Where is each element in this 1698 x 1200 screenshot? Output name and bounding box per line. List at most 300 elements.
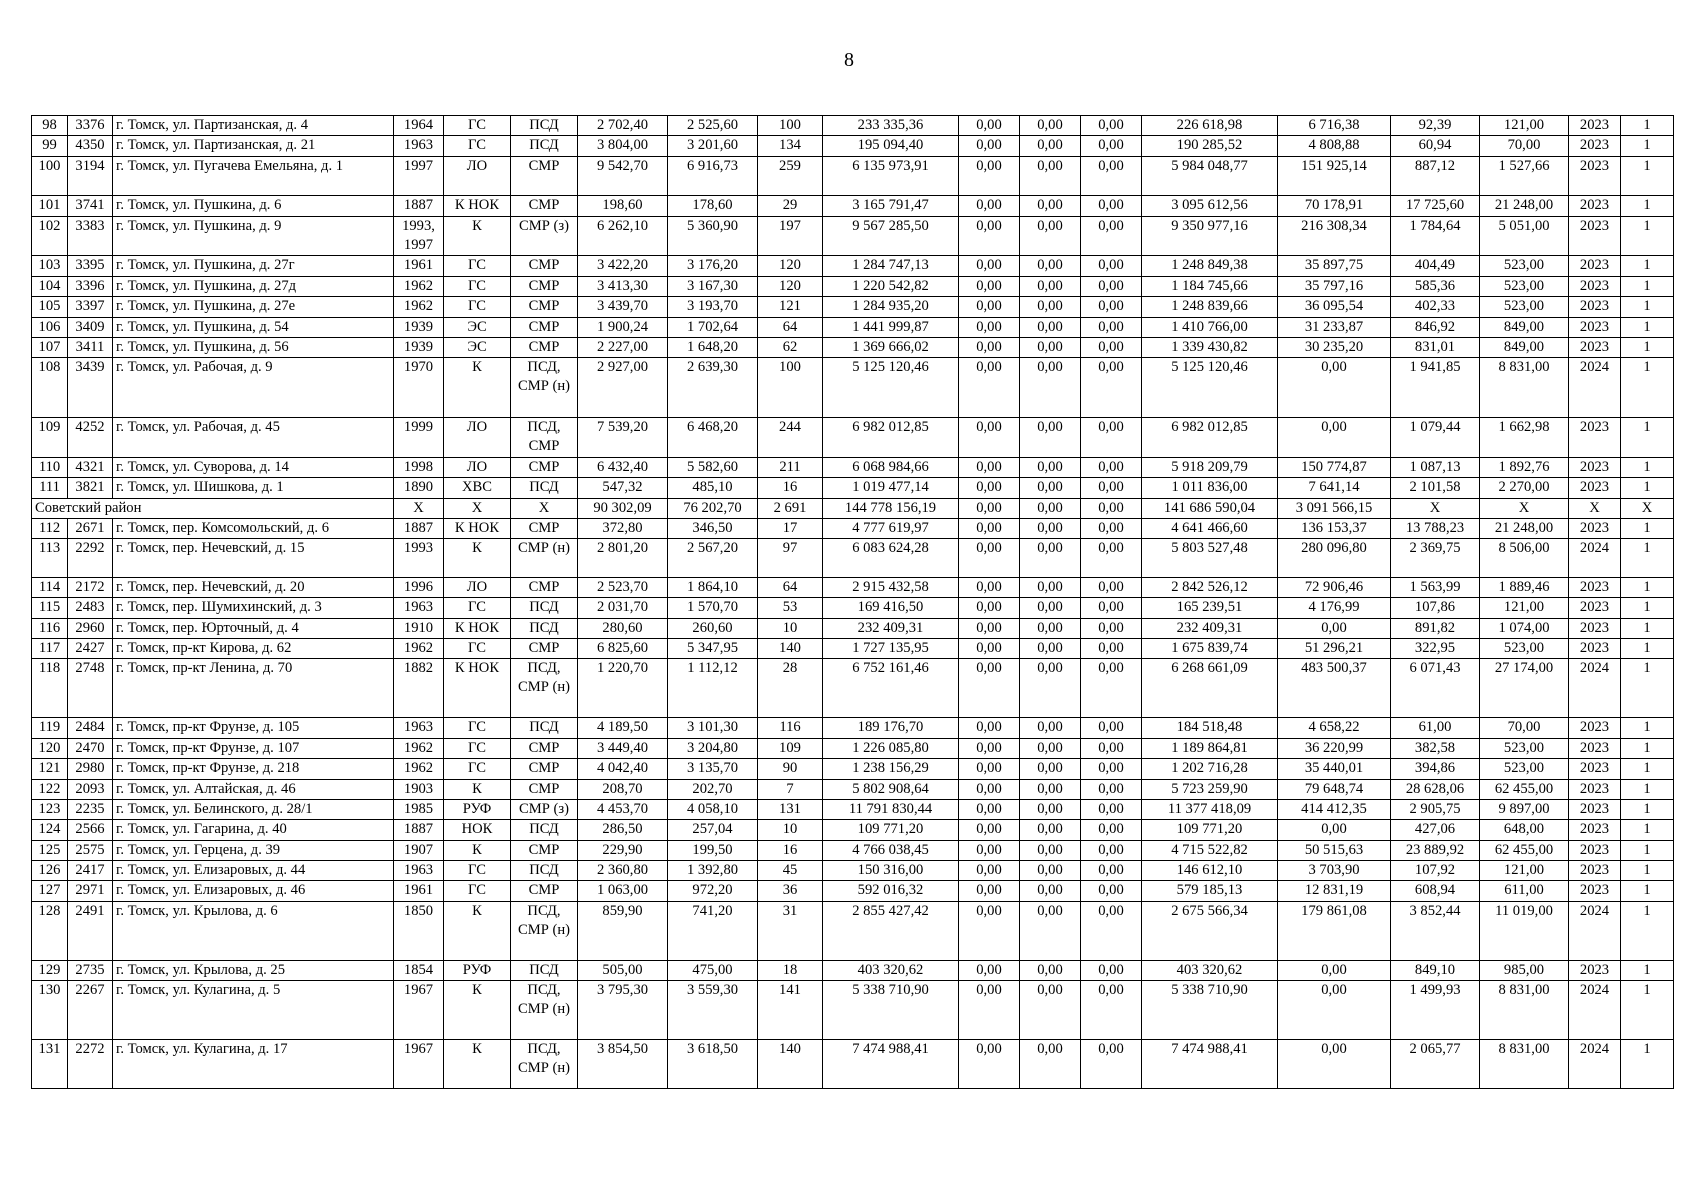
- work-type-cell: СМР: [511, 337, 578, 357]
- work-type-cell: СМР (н): [511, 539, 578, 578]
- house-code-cell: 3376: [68, 116, 113, 136]
- object-type-cell: РУФ: [444, 799, 511, 819]
- unit-cost-cell: Х: [1391, 498, 1480, 518]
- cost-col-1-cell: 0,00: [959, 860, 1020, 880]
- residents-cell: 36: [758, 881, 823, 901]
- cost-col-2-cell: 0,00: [1020, 297, 1081, 317]
- stage-cell: 1: [1621, 337, 1674, 357]
- stage-cell: 1: [1621, 156, 1674, 196]
- living-area-cell: 6 916,73: [668, 156, 758, 196]
- work-type-cell: ПСД: [511, 860, 578, 880]
- object-type-cell: ГС: [444, 116, 511, 136]
- total-cost-cell: 6 083 624,28: [823, 539, 959, 578]
- plan-year-cell: 2023: [1569, 276, 1621, 296]
- row-number-cell: 105: [32, 297, 68, 317]
- owner-cost-cell: 72 906,46: [1278, 578, 1391, 598]
- cost-col-3-cell: 0,00: [1081, 418, 1142, 458]
- work-type-cell: ПСД, СМР (н): [511, 981, 578, 1040]
- row-number-cell: 115: [32, 598, 68, 618]
- living-area-cell: 76 202,70: [668, 498, 758, 518]
- owner-cost-cell: 51 296,21: [1278, 639, 1391, 659]
- cost-col-1-cell: 0,00: [959, 136, 1020, 156]
- fund-cost-cell: 1 248 839,66: [1142, 297, 1278, 317]
- residents-cell: 211: [758, 457, 823, 477]
- living-area-cell: 6 468,20: [668, 418, 758, 458]
- cost-col-2-cell: 0,00: [1020, 840, 1081, 860]
- object-type-cell: К: [444, 840, 511, 860]
- address-cell: г. Томск, ул. Шишкова, д. 1: [113, 478, 394, 498]
- living-area-cell: 178,60: [668, 196, 758, 216]
- address-cell: г. Томск, пер. Юрточный, д. 4: [113, 618, 394, 638]
- cost-col-2-cell: 0,00: [1020, 358, 1081, 418]
- living-area-cell: 202,70: [668, 779, 758, 799]
- work-type-cell: СМР: [511, 256, 578, 276]
- owner-cost-cell: 70 178,91: [1278, 196, 1391, 216]
- total-area-cell: 4 189,50: [578, 718, 668, 738]
- row-number-cell: 119: [32, 718, 68, 738]
- total-area-cell: 547,32: [578, 478, 668, 498]
- cost-col-2-cell: 0,00: [1020, 116, 1081, 136]
- work-type-cell: СМР: [511, 457, 578, 477]
- year-built-cell: 1963: [394, 598, 444, 618]
- owner-cost-cell: 31 233,87: [1278, 317, 1391, 337]
- total-area-cell: 3 795,30: [578, 981, 668, 1040]
- house-code-cell: 2172: [68, 578, 113, 598]
- year-built-cell: 1985: [394, 799, 444, 819]
- object-type-cell: ЛО: [444, 578, 511, 598]
- house-code-cell: 3409: [68, 317, 113, 337]
- unit-cost-cell: 13 788,23: [1391, 519, 1480, 539]
- house-code-cell: 3741: [68, 196, 113, 216]
- owner-cost-cell: 4 808,88: [1278, 136, 1391, 156]
- house-code-cell: 2235: [68, 799, 113, 819]
- year-built-cell: 1970: [394, 358, 444, 418]
- house-code-cell: 2671: [68, 519, 113, 539]
- work-type-cell: ПСД: [511, 618, 578, 638]
- cost-col-2-cell: 0,00: [1020, 539, 1081, 578]
- unit-cost-limit-cell: 8 831,00: [1480, 981, 1569, 1040]
- year-built-cell: 1967: [394, 1040, 444, 1089]
- cost-col-3-cell: 0,00: [1081, 297, 1142, 317]
- unit-cost-limit-cell: 648,00: [1480, 820, 1569, 840]
- row-number-cell: 114: [32, 578, 68, 598]
- table-row: [32, 598, 1674, 618]
- stage-cell: 1: [1621, 598, 1674, 618]
- fund-cost-cell: 146 612,10: [1142, 860, 1278, 880]
- unit-cost-limit-cell: 611,00: [1480, 881, 1569, 901]
- living-area-cell: 2 639,30: [668, 358, 758, 418]
- fund-cost-cell: 6 982 012,85: [1142, 418, 1278, 458]
- object-type-cell: К: [444, 358, 511, 418]
- cost-col-2-cell: 0,00: [1020, 981, 1081, 1040]
- work-type-cell: СМР: [511, 297, 578, 317]
- cost-col-1-cell: 0,00: [959, 478, 1020, 498]
- total-area-cell: 2 702,40: [578, 116, 668, 136]
- cost-col-2-cell: 0,00: [1020, 1040, 1081, 1089]
- unit-cost-limit-cell: 523,00: [1480, 297, 1569, 317]
- work-type-cell: ПСД: [511, 136, 578, 156]
- cost-col-3-cell: 0,00: [1081, 457, 1142, 477]
- total-cost-cell: 144 778 156,19: [823, 498, 959, 518]
- total-cost-cell: 150 316,00: [823, 860, 959, 880]
- cost-col-3-cell: 0,00: [1081, 860, 1142, 880]
- total-cost-cell: 9 567 285,50: [823, 216, 959, 256]
- owner-cost-cell: 3 091 566,15: [1278, 498, 1391, 518]
- cost-col-1-cell: 0,00: [959, 659, 1020, 718]
- plan-year-cell: 2023: [1569, 216, 1621, 256]
- cost-col-1-cell: 0,00: [959, 738, 1020, 758]
- work-type-cell: СМР: [511, 196, 578, 216]
- residents-cell: 140: [758, 639, 823, 659]
- object-type-cell: НОК: [444, 820, 511, 840]
- living-area-cell: 741,20: [668, 901, 758, 960]
- residents-cell: 16: [758, 478, 823, 498]
- cost-col-3-cell: 0,00: [1081, 659, 1142, 718]
- year-built-cell: 1961: [394, 881, 444, 901]
- address-cell: г. Томск, ул. Пушкина, д. 9: [113, 216, 394, 256]
- work-type-cell: СМР: [511, 519, 578, 539]
- residents-cell: 131: [758, 799, 823, 819]
- row-number-cell: 121: [32, 759, 68, 779]
- year-built-cell: 1963: [394, 136, 444, 156]
- cost-col-2-cell: 0,00: [1020, 779, 1081, 799]
- house-code-cell: 2292: [68, 539, 113, 578]
- unit-cost-limit-cell: 121,00: [1480, 598, 1569, 618]
- unit-cost-cell: 60,94: [1391, 136, 1480, 156]
- total-area-cell: 198,60: [578, 196, 668, 216]
- total-cost-cell: 2 855 427,42: [823, 901, 959, 960]
- table-row: [32, 418, 1674, 458]
- stage-cell: 1: [1621, 840, 1674, 860]
- total-cost-cell: 1 284 747,13: [823, 256, 959, 276]
- unit-cost-limit-cell: 62 455,00: [1480, 779, 1569, 799]
- object-type-cell: ГС: [444, 297, 511, 317]
- unit-cost-limit-cell: 70,00: [1480, 718, 1569, 738]
- fund-cost-cell: 5 723 259,90: [1142, 779, 1278, 799]
- unit-cost-cell: 846,92: [1391, 317, 1480, 337]
- cost-col-1-cell: 0,00: [959, 820, 1020, 840]
- stage-cell: 1: [1621, 799, 1674, 819]
- unit-cost-limit-cell: 70,00: [1480, 136, 1569, 156]
- year-built-cell: 1907: [394, 840, 444, 860]
- cost-col-1-cell: 0,00: [959, 639, 1020, 659]
- total-area-cell: 505,00: [578, 960, 668, 980]
- cost-col-3-cell: 0,00: [1081, 196, 1142, 216]
- stage-cell: 1: [1621, 779, 1674, 799]
- residents-cell: 259: [758, 156, 823, 196]
- year-built-cell: 1962: [394, 759, 444, 779]
- residents-cell: 18: [758, 960, 823, 980]
- unit-cost-limit-cell: 523,00: [1480, 738, 1569, 758]
- owner-cost-cell: 79 648,74: [1278, 779, 1391, 799]
- stage-cell: 1: [1621, 276, 1674, 296]
- cost-col-1-cell: 0,00: [959, 418, 1020, 458]
- house-code-cell: 2960: [68, 618, 113, 638]
- plan-year-cell: 2023: [1569, 478, 1621, 498]
- fund-cost-cell: 1 184 745,66: [1142, 276, 1278, 296]
- unit-cost-cell: 17 725,60: [1391, 196, 1480, 216]
- object-type-cell: ГС: [444, 256, 511, 276]
- table-row: [32, 358, 1674, 418]
- work-type-cell: ПСД: [511, 960, 578, 980]
- living-area-cell: 475,00: [668, 960, 758, 980]
- total-cost-cell: 233 335,36: [823, 116, 959, 136]
- fund-cost-cell: 190 285,52: [1142, 136, 1278, 156]
- work-type-cell: ПСД: [511, 718, 578, 738]
- table-row: [32, 799, 1674, 819]
- owner-cost-cell: 6 716,38: [1278, 116, 1391, 136]
- house-code-cell: 2093: [68, 779, 113, 799]
- address-cell: г. Томск, ул. Партизанская, д. 21: [113, 136, 394, 156]
- residents-cell: 100: [758, 116, 823, 136]
- unit-cost-cell: 107,92: [1391, 860, 1480, 880]
- cost-col-1-cell: 0,00: [959, 498, 1020, 518]
- row-number-cell: 98: [32, 116, 68, 136]
- cost-col-2-cell: 0,00: [1020, 820, 1081, 840]
- total-cost-cell: 232 409,31: [823, 618, 959, 638]
- object-type-cell: ГС: [444, 860, 511, 880]
- house-code-cell: 2427: [68, 639, 113, 659]
- stage-cell: 1: [1621, 981, 1674, 1040]
- cost-col-3-cell: 0,00: [1081, 718, 1142, 738]
- residents-cell: 7: [758, 779, 823, 799]
- stage-cell: 1: [1621, 358, 1674, 418]
- total-area-cell: 286,50: [578, 820, 668, 840]
- table-row: [32, 478, 1674, 498]
- district-subtotal-row: [32, 498, 1674, 518]
- work-type-cell: ПСД, СМР: [511, 418, 578, 458]
- living-area-cell: 1 648,20: [668, 337, 758, 357]
- address-cell: г. Томск, пер. Нечевский, д. 20: [113, 578, 394, 598]
- cost-col-1-cell: 0,00: [959, 1040, 1020, 1089]
- unit-cost-limit-cell: 8 506,00: [1480, 539, 1569, 578]
- residents-cell: 45: [758, 860, 823, 880]
- plan-year-cell: 2023: [1569, 156, 1621, 196]
- address-cell: г. Томск, пр-кт Фрунзе, д. 218: [113, 759, 394, 779]
- residents-cell: 16: [758, 840, 823, 860]
- total-cost-cell: 6 982 012,85: [823, 418, 959, 458]
- unit-cost-cell: 585,36: [1391, 276, 1480, 296]
- year-built-cell: 1890: [394, 478, 444, 498]
- unit-cost-limit-cell: 1 892,76: [1480, 457, 1569, 477]
- cost-col-1-cell: 0,00: [959, 598, 1020, 618]
- cost-col-2-cell: 0,00: [1020, 498, 1081, 518]
- owner-cost-cell: 483 500,37: [1278, 659, 1391, 718]
- cost-col-3-cell: 0,00: [1081, 578, 1142, 598]
- cost-col-1-cell: 0,00: [959, 618, 1020, 638]
- row-number-cell: 110: [32, 457, 68, 477]
- unit-cost-cell: 402,33: [1391, 297, 1480, 317]
- work-type-cell: ПСД, СМР (н): [511, 1040, 578, 1089]
- year-built-cell: 1997: [394, 156, 444, 196]
- unit-cost-limit-cell: 849,00: [1480, 337, 1569, 357]
- fund-cost-cell: 232 409,31: [1142, 618, 1278, 638]
- fund-cost-cell: 1 202 716,28: [1142, 759, 1278, 779]
- total-cost-cell: 6 752 161,46: [823, 659, 959, 718]
- stage-cell: 1: [1621, 116, 1674, 136]
- district-name: Советский район: [32, 498, 113, 518]
- fund-cost-cell: 7 474 988,41: [1142, 1040, 1278, 1089]
- residents-cell: 109: [758, 738, 823, 758]
- address-cell: г. Томск, ул. Пугачева Емельяна, д. 1: [113, 156, 394, 196]
- object-type-cell: К: [444, 901, 511, 960]
- fund-cost-cell: 184 518,48: [1142, 718, 1278, 738]
- address-cell: г. Томск, ул. Партизанская, д. 4: [113, 116, 394, 136]
- residents-cell: 100: [758, 358, 823, 418]
- table-body: [32, 116, 1674, 1089]
- cost-col-2-cell: 0,00: [1020, 216, 1081, 256]
- cost-col-2-cell: 0,00: [1020, 618, 1081, 638]
- table-row: [32, 196, 1674, 216]
- cost-col-3-cell: 0,00: [1081, 136, 1142, 156]
- cost-col-1-cell: 0,00: [959, 216, 1020, 256]
- plan-year-cell: 2023: [1569, 297, 1621, 317]
- total-area-cell: 2 031,70: [578, 598, 668, 618]
- plan-year-cell: 2023: [1569, 860, 1621, 880]
- address-cell: г. Томск, ул. Пушкина, д. 56: [113, 337, 394, 357]
- stage-cell: 1: [1621, 136, 1674, 156]
- cost-col-2-cell: 0,00: [1020, 578, 1081, 598]
- year-built-cell: 1939: [394, 317, 444, 337]
- cost-col-1-cell: 0,00: [959, 539, 1020, 578]
- unit-cost-cell: 2 905,75: [1391, 799, 1480, 819]
- table-row: [32, 820, 1674, 840]
- unit-cost-cell: 1 784,64: [1391, 216, 1480, 256]
- year-built-cell: 1903: [394, 779, 444, 799]
- cost-col-2-cell: 0,00: [1020, 799, 1081, 819]
- object-type-cell: ГС: [444, 759, 511, 779]
- owner-cost-cell: 0,00: [1278, 981, 1391, 1040]
- cost-col-3-cell: 0,00: [1081, 216, 1142, 256]
- cost-col-1-cell: 0,00: [959, 116, 1020, 136]
- unit-cost-cell: 1 079,44: [1391, 418, 1480, 458]
- cost-col-3-cell: 0,00: [1081, 960, 1142, 980]
- work-type-cell: СМР: [511, 779, 578, 799]
- cost-col-3-cell: 0,00: [1081, 881, 1142, 901]
- owner-cost-cell: 50 515,63: [1278, 840, 1391, 860]
- total-area-cell: 2 801,20: [578, 539, 668, 578]
- work-type-cell: СМР (з): [511, 799, 578, 819]
- unit-cost-limit-cell: 21 248,00: [1480, 519, 1569, 539]
- house-code-cell: 4252: [68, 418, 113, 458]
- unit-cost-cell: 92,39: [1391, 116, 1480, 136]
- total-cost-cell: 1 284 935,20: [823, 297, 959, 317]
- plan-year-cell: 2024: [1569, 1040, 1621, 1089]
- object-type-cell: ХВС: [444, 478, 511, 498]
- total-area-cell: 3 413,30: [578, 276, 668, 296]
- row-number-cell: 127: [32, 881, 68, 901]
- total-cost-cell: 6 068 984,66: [823, 457, 959, 477]
- house-code-cell: 3397: [68, 297, 113, 317]
- table-row: [32, 256, 1674, 276]
- total-cost-cell: 1 441 999,87: [823, 317, 959, 337]
- unit-cost-limit-cell: 849,00: [1480, 317, 1569, 337]
- stage-cell: 1: [1621, 759, 1674, 779]
- plan-year-cell: 2023: [1569, 519, 1621, 539]
- residents-cell: 141: [758, 981, 823, 1040]
- total-area-cell: 1 063,00: [578, 881, 668, 901]
- address-cell: г. Томск, ул. Елизаровых, д. 44: [113, 860, 394, 880]
- year-built-cell: 1963: [394, 860, 444, 880]
- row-number-cell: 102: [32, 216, 68, 256]
- unit-cost-limit-cell: 121,00: [1480, 860, 1569, 880]
- row-number-cell: 112: [32, 519, 68, 539]
- residents-cell: 90: [758, 759, 823, 779]
- address-cell: г. Томск, ул. Крылова, д. 6: [113, 901, 394, 960]
- unit-cost-limit-cell: 1 662,98: [1480, 418, 1569, 458]
- table-row: [32, 639, 1674, 659]
- residents-cell: 62: [758, 337, 823, 357]
- cost-col-1-cell: 0,00: [959, 337, 1020, 357]
- living-area-cell: 1 864,10: [668, 578, 758, 598]
- cost-col-1-cell: 0,00: [959, 196, 1020, 216]
- work-type-cell: СМР: [511, 639, 578, 659]
- stage-cell: 1: [1621, 478, 1674, 498]
- house-code-cell: 3194: [68, 156, 113, 196]
- total-area-cell: 208,70: [578, 779, 668, 799]
- unit-cost-limit-cell: 1 074,00: [1480, 618, 1569, 638]
- fund-cost-cell: 4 641 466,60: [1142, 519, 1278, 539]
- year-built-cell: 1964: [394, 116, 444, 136]
- stage-cell: 1: [1621, 216, 1674, 256]
- year-built-cell: 1962: [394, 639, 444, 659]
- plan-year-cell: 2023: [1569, 799, 1621, 819]
- table-row: [32, 578, 1674, 598]
- cost-col-1-cell: 0,00: [959, 578, 1020, 598]
- owner-cost-cell: 136 153,37: [1278, 519, 1391, 539]
- year-built-cell: 1887: [394, 196, 444, 216]
- living-area-cell: 4 058,10: [668, 799, 758, 819]
- cost-col-3-cell: 0,00: [1081, 618, 1142, 638]
- stage-cell: 1: [1621, 820, 1674, 840]
- plan-year-cell: 2023: [1569, 418, 1621, 458]
- house-code-cell: 2272: [68, 1040, 113, 1089]
- fund-cost-cell: 9 350 977,16: [1142, 216, 1278, 256]
- row-number-cell: 99: [32, 136, 68, 156]
- total-area-cell: 859,90: [578, 901, 668, 960]
- owner-cost-cell: 4 176,99: [1278, 598, 1391, 618]
- cost-col-3-cell: 0,00: [1081, 519, 1142, 539]
- house-code-cell: 2491: [68, 901, 113, 960]
- year-built-cell: 1854: [394, 960, 444, 980]
- cost-col-2-cell: 0,00: [1020, 337, 1081, 357]
- unit-cost-cell: 1 499,93: [1391, 981, 1480, 1040]
- plan-year-cell: 2023: [1569, 960, 1621, 980]
- total-area-cell: 4 453,70: [578, 799, 668, 819]
- table-row: [32, 618, 1674, 638]
- residents-cell: 120: [758, 256, 823, 276]
- cost-col-3-cell: 0,00: [1081, 799, 1142, 819]
- address-cell: г. Томск, ул. Герцена, д. 39: [113, 840, 394, 860]
- object-type-cell: ГС: [444, 276, 511, 296]
- living-area-cell: 485,10: [668, 478, 758, 498]
- stage-cell: 1: [1621, 960, 1674, 980]
- cost-col-1-cell: 0,00: [959, 960, 1020, 980]
- work-type-cell: ПСД, СМР (н): [511, 901, 578, 960]
- residents-cell: 97: [758, 539, 823, 578]
- stage-cell: 1: [1621, 539, 1674, 578]
- unit-cost-cell: 28 628,06: [1391, 779, 1480, 799]
- fund-cost-cell: 403 320,62: [1142, 960, 1278, 980]
- stage-cell: 1: [1621, 297, 1674, 317]
- cost-col-3-cell: 0,00: [1081, 478, 1142, 498]
- total-area-cell: 229,90: [578, 840, 668, 860]
- total-cost-cell: 4 766 038,45: [823, 840, 959, 860]
- plan-year-cell: 2023: [1569, 759, 1621, 779]
- work-type-cell: ПСД: [511, 820, 578, 840]
- object-type-cell: К: [444, 981, 511, 1040]
- unit-cost-cell: 849,10: [1391, 960, 1480, 980]
